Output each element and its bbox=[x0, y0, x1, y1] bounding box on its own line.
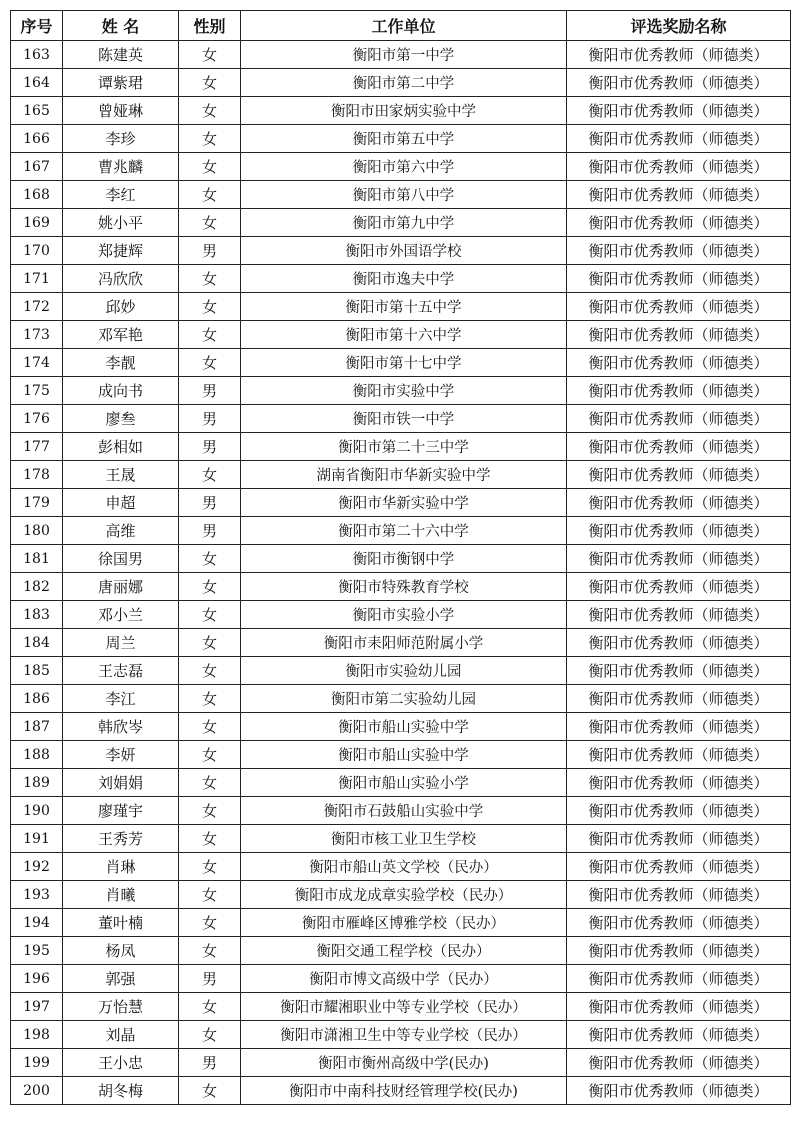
cell-award-name: 衡阳市优秀教师（师德类） bbox=[567, 41, 791, 69]
cell-gender: 女 bbox=[179, 153, 241, 181]
cell-index: 186 bbox=[11, 685, 63, 713]
cell-award-name: 衡阳市优秀教师（师德类） bbox=[567, 965, 791, 993]
cell-index: 171 bbox=[11, 265, 63, 293]
cell-name: 唐丽娜 bbox=[63, 573, 179, 601]
cell-gender: 女 bbox=[179, 685, 241, 713]
cell-gender: 女 bbox=[179, 461, 241, 489]
cell-index: 196 bbox=[11, 965, 63, 993]
table-row bbox=[11, 69, 791, 97]
cell-work-unit: 衡阳市第二十六中学 bbox=[241, 517, 567, 545]
cell-award-name: 衡阳市优秀教师（师德类） bbox=[567, 573, 791, 601]
cell-index: 163 bbox=[11, 41, 63, 69]
cell-gender: 女 bbox=[179, 713, 241, 741]
header-name: 姓 名 bbox=[63, 11, 179, 41]
cell-name: 郭强 bbox=[63, 965, 179, 993]
cell-award-name: 衡阳市优秀教师（师德类） bbox=[567, 629, 791, 657]
cell-work-unit: 衡阳市实验幼儿园 bbox=[241, 657, 567, 685]
table-row bbox=[11, 433, 791, 461]
cell-gender: 女 bbox=[179, 797, 241, 825]
cell-index: 176 bbox=[11, 405, 63, 433]
cell-gender: 女 bbox=[179, 853, 241, 881]
table-row bbox=[11, 937, 791, 965]
cell-award-name: 衡阳市优秀教师（师德类） bbox=[567, 657, 791, 685]
cell-work-unit: 衡阳市第八中学 bbox=[241, 181, 567, 209]
cell-award-name: 衡阳市优秀教师（师德类） bbox=[567, 97, 791, 125]
cell-gender: 女 bbox=[179, 1077, 241, 1105]
cell-work-unit: 衡阳市第十七中学 bbox=[241, 349, 567, 377]
cell-index: 198 bbox=[11, 1021, 63, 1049]
cell-award-name: 衡阳市优秀教师（师德类） bbox=[567, 937, 791, 965]
cell-gender: 男 bbox=[179, 1049, 241, 1077]
cell-award-name: 衡阳市优秀教师（师德类） bbox=[567, 265, 791, 293]
cell-gender: 男 bbox=[179, 489, 241, 517]
table-row bbox=[11, 517, 791, 545]
cell-award-name: 衡阳市优秀教师（师德类） bbox=[567, 797, 791, 825]
cell-index: 182 bbox=[11, 573, 63, 601]
cell-name: 李妍 bbox=[63, 741, 179, 769]
header-award-name: 评选奖励名称 bbox=[567, 11, 791, 41]
cell-award-name: 衡阳市优秀教师（师德类） bbox=[567, 853, 791, 881]
cell-gender: 女 bbox=[179, 937, 241, 965]
cell-gender: 男 bbox=[179, 377, 241, 405]
cell-gender: 男 bbox=[179, 517, 241, 545]
cell-name: 董叶楠 bbox=[63, 909, 179, 937]
cell-work-unit: 衡阳市石鼓船山实验中学 bbox=[241, 797, 567, 825]
cell-award-name: 衡阳市优秀教师（师德类） bbox=[567, 909, 791, 937]
cell-award-name: 衡阳市优秀教师（师德类） bbox=[567, 881, 791, 909]
cell-name: 刘晶 bbox=[63, 1021, 179, 1049]
cell-name: 肖琳 bbox=[63, 853, 179, 881]
cell-award-name: 衡阳市优秀教师（师德类） bbox=[567, 153, 791, 181]
cell-gender: 女 bbox=[179, 349, 241, 377]
cell-index: 174 bbox=[11, 349, 63, 377]
cell-work-unit: 衡阳市特殊教育学校 bbox=[241, 573, 567, 601]
table-body bbox=[11, 41, 791, 1105]
cell-index: 200 bbox=[11, 1077, 63, 1105]
cell-work-unit: 衡阳市第二十三中学 bbox=[241, 433, 567, 461]
cell-work-unit: 衡阳市船山英文学校（民办） bbox=[241, 853, 567, 881]
cell-award-name: 衡阳市优秀教师（师德类） bbox=[567, 545, 791, 573]
table-row bbox=[11, 237, 791, 265]
table-row bbox=[11, 713, 791, 741]
cell-work-unit: 衡阳市逸夫中学 bbox=[241, 265, 567, 293]
cell-gender: 男 bbox=[179, 433, 241, 461]
awards-table bbox=[10, 10, 791, 1105]
cell-index: 167 bbox=[11, 153, 63, 181]
table-row bbox=[11, 825, 791, 853]
cell-name: 徐国男 bbox=[63, 545, 179, 573]
table-row bbox=[11, 1077, 791, 1105]
cell-award-name: 衡阳市优秀教师（师德类） bbox=[567, 125, 791, 153]
header-row bbox=[11, 11, 791, 41]
cell-award-name: 衡阳市优秀教师（师德类） bbox=[567, 461, 791, 489]
cell-name: 谭紫珺 bbox=[63, 69, 179, 97]
cell-name: 郑捷辉 bbox=[63, 237, 179, 265]
cell-name: 廖叁 bbox=[63, 405, 179, 433]
cell-name: 高维 bbox=[63, 517, 179, 545]
cell-name: 陈建英 bbox=[63, 41, 179, 69]
cell-name: 李江 bbox=[63, 685, 179, 713]
cell-gender: 女 bbox=[179, 1021, 241, 1049]
cell-name: 李红 bbox=[63, 181, 179, 209]
cell-index: 179 bbox=[11, 489, 63, 517]
table-row bbox=[11, 629, 791, 657]
header-index: 序号 bbox=[11, 11, 63, 41]
cell-work-unit: 衡阳交通工程学校（民办） bbox=[241, 937, 567, 965]
cell-work-unit: 衡阳市衡州高级中学(民办) bbox=[241, 1049, 567, 1077]
table-row bbox=[11, 769, 791, 797]
cell-gender: 女 bbox=[179, 209, 241, 237]
cell-award-name: 衡阳市优秀教师（师德类） bbox=[567, 769, 791, 797]
cell-award-name: 衡阳市优秀教师（师德类） bbox=[567, 825, 791, 853]
cell-index: 165 bbox=[11, 97, 63, 125]
cell-work-unit: 衡阳市实验中学 bbox=[241, 377, 567, 405]
cell-award-name: 衡阳市优秀教师（师德类） bbox=[567, 181, 791, 209]
table-row bbox=[11, 965, 791, 993]
cell-work-unit: 衡阳市衡钢中学 bbox=[241, 545, 567, 573]
cell-award-name: 衡阳市优秀教师（师德类） bbox=[567, 237, 791, 265]
table-row bbox=[11, 265, 791, 293]
cell-award-name: 衡阳市优秀教师（师德类） bbox=[567, 1049, 791, 1077]
table-header bbox=[11, 11, 791, 41]
cell-gender: 男 bbox=[179, 965, 241, 993]
cell-name: 邱妙 bbox=[63, 293, 179, 321]
cell-award-name: 衡阳市优秀教师（师德类） bbox=[567, 1077, 791, 1105]
cell-name: 冯欣欣 bbox=[63, 265, 179, 293]
cell-name: 成向书 bbox=[63, 377, 179, 405]
cell-index: 178 bbox=[11, 461, 63, 489]
cell-name: 邓军艳 bbox=[63, 321, 179, 349]
table-row bbox=[11, 909, 791, 937]
table-row bbox=[11, 881, 791, 909]
cell-gender: 女 bbox=[179, 769, 241, 797]
cell-work-unit: 衡阳市耒阳师范附属小学 bbox=[241, 629, 567, 657]
cell-name: 廖瑾宇 bbox=[63, 797, 179, 825]
cell-work-unit: 衡阳市第二实验幼儿园 bbox=[241, 685, 567, 713]
cell-index: 173 bbox=[11, 321, 63, 349]
cell-index: 168 bbox=[11, 181, 63, 209]
cell-name: 姚小平 bbox=[63, 209, 179, 237]
cell-index: 190 bbox=[11, 797, 63, 825]
cell-index: 187 bbox=[11, 713, 63, 741]
table-row bbox=[11, 125, 791, 153]
cell-name: 李靓 bbox=[63, 349, 179, 377]
cell-gender: 女 bbox=[179, 41, 241, 69]
header-gender: 性别 bbox=[179, 11, 241, 41]
cell-award-name: 衡阳市优秀教师（师德类） bbox=[567, 601, 791, 629]
table-row bbox=[11, 349, 791, 377]
cell-name: 杨凤 bbox=[63, 937, 179, 965]
cell-award-name: 衡阳市优秀教师（师德类） bbox=[567, 321, 791, 349]
cell-index: 194 bbox=[11, 909, 63, 937]
cell-award-name: 衡阳市优秀教师（师德类） bbox=[567, 517, 791, 545]
cell-index: 170 bbox=[11, 237, 63, 265]
cell-work-unit: 衡阳市中南科技财经管理学校(民办) bbox=[241, 1077, 567, 1105]
cell-work-unit: 衡阳市铁一中学 bbox=[241, 405, 567, 433]
cell-work-unit: 衡阳市第十五中学 bbox=[241, 293, 567, 321]
cell-award-name: 衡阳市优秀教师（师德类） bbox=[567, 405, 791, 433]
cell-name: 韩欣岑 bbox=[63, 713, 179, 741]
cell-work-unit: 衡阳市成龙成章实验学校（民办） bbox=[241, 881, 567, 909]
cell-gender: 女 bbox=[179, 909, 241, 937]
cell-index: 197 bbox=[11, 993, 63, 1021]
cell-work-unit: 衡阳市第九中学 bbox=[241, 209, 567, 237]
cell-work-unit: 衡阳市船山实验中学 bbox=[241, 713, 567, 741]
cell-work-unit: 衡阳市田家炳实验中学 bbox=[241, 97, 567, 125]
cell-award-name: 衡阳市优秀教师（师德类） bbox=[567, 349, 791, 377]
table-row bbox=[11, 405, 791, 433]
table-row bbox=[11, 41, 791, 69]
cell-gender: 女 bbox=[179, 293, 241, 321]
cell-work-unit: 衡阳市核工业卫生学校 bbox=[241, 825, 567, 853]
cell-index: 183 bbox=[11, 601, 63, 629]
cell-work-unit: 衡阳市船山实验中学 bbox=[241, 741, 567, 769]
cell-index: 192 bbox=[11, 853, 63, 881]
table-row bbox=[11, 993, 791, 1021]
table-row bbox=[11, 601, 791, 629]
cell-name: 王晟 bbox=[63, 461, 179, 489]
table-row bbox=[11, 461, 791, 489]
cell-name: 胡冬梅 bbox=[63, 1077, 179, 1105]
cell-gender: 女 bbox=[179, 573, 241, 601]
cell-name: 王志磊 bbox=[63, 657, 179, 685]
cell-work-unit: 衡阳市第二中学 bbox=[241, 69, 567, 97]
cell-index: 180 bbox=[11, 517, 63, 545]
cell-gender: 女 bbox=[179, 741, 241, 769]
cell-work-unit: 湖南省衡阳市华新实验中学 bbox=[241, 461, 567, 489]
cell-index: 199 bbox=[11, 1049, 63, 1077]
cell-gender: 女 bbox=[179, 181, 241, 209]
cell-index: 166 bbox=[11, 125, 63, 153]
cell-name: 王小忠 bbox=[63, 1049, 179, 1077]
cell-work-unit: 衡阳市华新实验中学 bbox=[241, 489, 567, 517]
cell-gender: 女 bbox=[179, 97, 241, 125]
table-row bbox=[11, 657, 791, 685]
cell-gender: 女 bbox=[179, 657, 241, 685]
cell-award-name: 衡阳市优秀教师（师德类） bbox=[567, 209, 791, 237]
cell-gender: 女 bbox=[179, 825, 241, 853]
cell-name: 王秀芳 bbox=[63, 825, 179, 853]
table-row bbox=[11, 741, 791, 769]
cell-name: 申超 bbox=[63, 489, 179, 517]
cell-index: 172 bbox=[11, 293, 63, 321]
cell-name: 曹兆麟 bbox=[63, 153, 179, 181]
cell-gender: 女 bbox=[179, 69, 241, 97]
table-row bbox=[11, 573, 791, 601]
cell-index: 164 bbox=[11, 69, 63, 97]
table-row bbox=[11, 797, 791, 825]
cell-work-unit: 衡阳市外国语学校 bbox=[241, 237, 567, 265]
cell-index: 189 bbox=[11, 769, 63, 797]
cell-award-name: 衡阳市优秀教师（师德类） bbox=[567, 993, 791, 1021]
cell-name: 曾娅琳 bbox=[63, 97, 179, 125]
table-row bbox=[11, 853, 791, 881]
cell-gender: 男 bbox=[179, 237, 241, 265]
table-row bbox=[11, 377, 791, 405]
cell-gender: 女 bbox=[179, 265, 241, 293]
cell-gender: 女 bbox=[179, 993, 241, 1021]
cell-gender: 女 bbox=[179, 881, 241, 909]
cell-index: 193 bbox=[11, 881, 63, 909]
table-row bbox=[11, 685, 791, 713]
cell-name: 刘娟娟 bbox=[63, 769, 179, 797]
cell-work-unit: 衡阳市船山实验小学 bbox=[241, 769, 567, 797]
cell-index: 185 bbox=[11, 657, 63, 685]
cell-gender: 女 bbox=[179, 321, 241, 349]
cell-award-name: 衡阳市优秀教师（师德类） bbox=[567, 685, 791, 713]
cell-work-unit: 衡阳市实验小学 bbox=[241, 601, 567, 629]
cell-award-name: 衡阳市优秀教师（师德类） bbox=[567, 433, 791, 461]
cell-gender: 女 bbox=[179, 545, 241, 573]
cell-index: 177 bbox=[11, 433, 63, 461]
cell-index: 184 bbox=[11, 629, 63, 657]
cell-work-unit: 衡阳市潇湘卫生中等专业学校（民办） bbox=[241, 1021, 567, 1049]
cell-name: 万怡慧 bbox=[63, 993, 179, 1021]
table-row bbox=[11, 1021, 791, 1049]
table-row bbox=[11, 181, 791, 209]
cell-name: 肖曦 bbox=[63, 881, 179, 909]
cell-award-name: 衡阳市优秀教师（师德类） bbox=[567, 293, 791, 321]
cell-award-name: 衡阳市优秀教师（师德类） bbox=[567, 69, 791, 97]
table-row bbox=[11, 209, 791, 237]
cell-award-name: 衡阳市优秀教师（师德类） bbox=[567, 377, 791, 405]
table-row bbox=[11, 545, 791, 573]
cell-name: 彭相如 bbox=[63, 433, 179, 461]
cell-work-unit: 衡阳市第六中学 bbox=[241, 153, 567, 181]
cell-gender: 女 bbox=[179, 601, 241, 629]
cell-award-name: 衡阳市优秀教师（师德类） bbox=[567, 713, 791, 741]
cell-work-unit: 衡阳市耀湘职业中等专业学校（民办） bbox=[241, 993, 567, 1021]
cell-work-unit: 衡阳市第一中学 bbox=[241, 41, 567, 69]
table-row bbox=[11, 293, 791, 321]
table-row bbox=[11, 153, 791, 181]
cell-award-name: 衡阳市优秀教师（师德类） bbox=[567, 741, 791, 769]
cell-work-unit: 衡阳市博文高级中学（民办） bbox=[241, 965, 567, 993]
cell-name: 周兰 bbox=[63, 629, 179, 657]
cell-index: 191 bbox=[11, 825, 63, 853]
cell-work-unit: 衡阳市第十六中学 bbox=[241, 321, 567, 349]
cell-gender: 男 bbox=[179, 405, 241, 433]
header-work-unit: 工作单位 bbox=[241, 11, 567, 41]
cell-index: 175 bbox=[11, 377, 63, 405]
table-row bbox=[11, 489, 791, 517]
cell-index: 169 bbox=[11, 209, 63, 237]
cell-gender: 女 bbox=[179, 125, 241, 153]
table-row bbox=[11, 321, 791, 349]
cell-name: 邓小兰 bbox=[63, 601, 179, 629]
cell-index: 181 bbox=[11, 545, 63, 573]
cell-index: 188 bbox=[11, 741, 63, 769]
cell-award-name: 衡阳市优秀教师（师德类） bbox=[567, 489, 791, 517]
cell-work-unit: 衡阳市第五中学 bbox=[241, 125, 567, 153]
table-row bbox=[11, 97, 791, 125]
cell-work-unit: 衡阳市雁峰区博雅学校（民办） bbox=[241, 909, 567, 937]
cell-award-name: 衡阳市优秀教师（师德类） bbox=[567, 1021, 791, 1049]
cell-index: 195 bbox=[11, 937, 63, 965]
cell-name: 李珍 bbox=[63, 125, 179, 153]
cell-gender: 女 bbox=[179, 629, 241, 657]
table-row bbox=[11, 1049, 791, 1077]
